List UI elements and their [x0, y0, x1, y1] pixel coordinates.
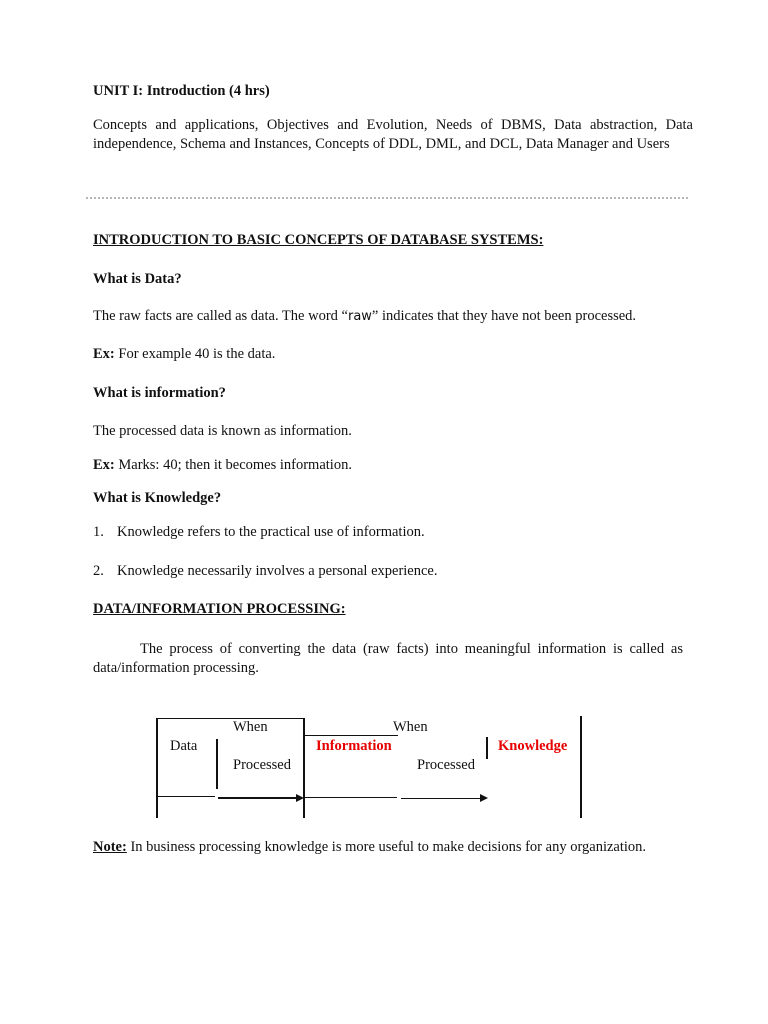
list-item — [93, 524, 425, 541]
processing-heading: DATA/INFORMATION PROCESSING: — [93, 601, 346, 617]
note-label: Note: — [93, 839, 127, 855]
information-definition: The processed data is known as information. — [93, 423, 352, 439]
list-text: Knowledge refers to the practical use of information. — [117, 524, 425, 540]
diagram-left-border — [156, 718, 158, 818]
example-label: Ex: — [93, 457, 115, 473]
dotted-separator — [85, 197, 688, 199]
information-example — [93, 457, 352, 474]
diagram-top-border — [156, 718, 304, 719]
list-number: 1. — [93, 524, 104, 540]
processing-definition: The process of converting the data (raw facts) into meaningful information is called as data/information processing. — [93, 641, 683, 676]
diagram-label-when: When — [233, 719, 268, 735]
example-text: Marks: 40; then it becomes information. — [114, 457, 352, 473]
arrow-shaft — [218, 797, 298, 799]
example-label: Ex: — [93, 346, 115, 362]
data-definition-part: ” indicates that they have not been processed. — [371, 308, 637, 324]
unit-topics: Concepts and applications, Objectives and Evolution, Needs of DBMS, Data abstraction, Data independence, Schema and Instances, Concepts of DDL, DML, and DCL, Data Manager and Users — [93, 117, 693, 152]
arrow-shaft — [401, 798, 481, 799]
diagram-label-information: Information — [316, 738, 392, 754]
diagram-divider — [216, 739, 218, 789]
diagram-label-when: When — [393, 719, 428, 735]
diagram-label-processed: Processed — [417, 757, 475, 773]
intro-heading: INTRODUCTION TO BASIC CONCEPTS OF DATABASE SYSTEMS: — [93, 232, 544, 248]
arrow-head-icon — [296, 794, 304, 802]
note — [93, 839, 646, 856]
diagram-label-knowledge: Knowledge — [498, 738, 568, 754]
what-is-data-heading: What is Data? — [93, 271, 182, 287]
list-number: 2. — [93, 563, 104, 579]
note-text: In business processing knowledge is more useful to make decisions for any organization. — [126, 839, 647, 855]
diagram-label-processed: Processed — [233, 757, 291, 773]
diagram-label-data: Data — [170, 738, 198, 754]
diagram-right-border — [580, 716, 582, 818]
list-text: Knowledge necessarily involves a personal experience. — [117, 563, 438, 579]
list-item — [93, 563, 438, 580]
unit-heading: UNIT I: Introduction (4 hrs) — [93, 83, 270, 99]
what-is-information-heading: What is information? — [93, 385, 226, 401]
arrow-head-icon — [480, 794, 488, 802]
what-is-knowledge-heading: What is Knowledge? — [93, 490, 222, 506]
data-example — [93, 346, 275, 363]
example-text: For example 40 is the data. — [114, 346, 276, 362]
diagram-bottom-line — [305, 797, 397, 798]
diagram-divider — [303, 718, 305, 818]
raw-word: raw — [347, 309, 372, 324]
data-definition — [93, 308, 636, 325]
data-definition-part: The raw facts are called as data. The word “ — [93, 308, 348, 324]
diagram-bottom-line — [158, 796, 215, 797]
diagram-divider — [486, 737, 488, 759]
diagram-top-border — [303, 735, 398, 736]
